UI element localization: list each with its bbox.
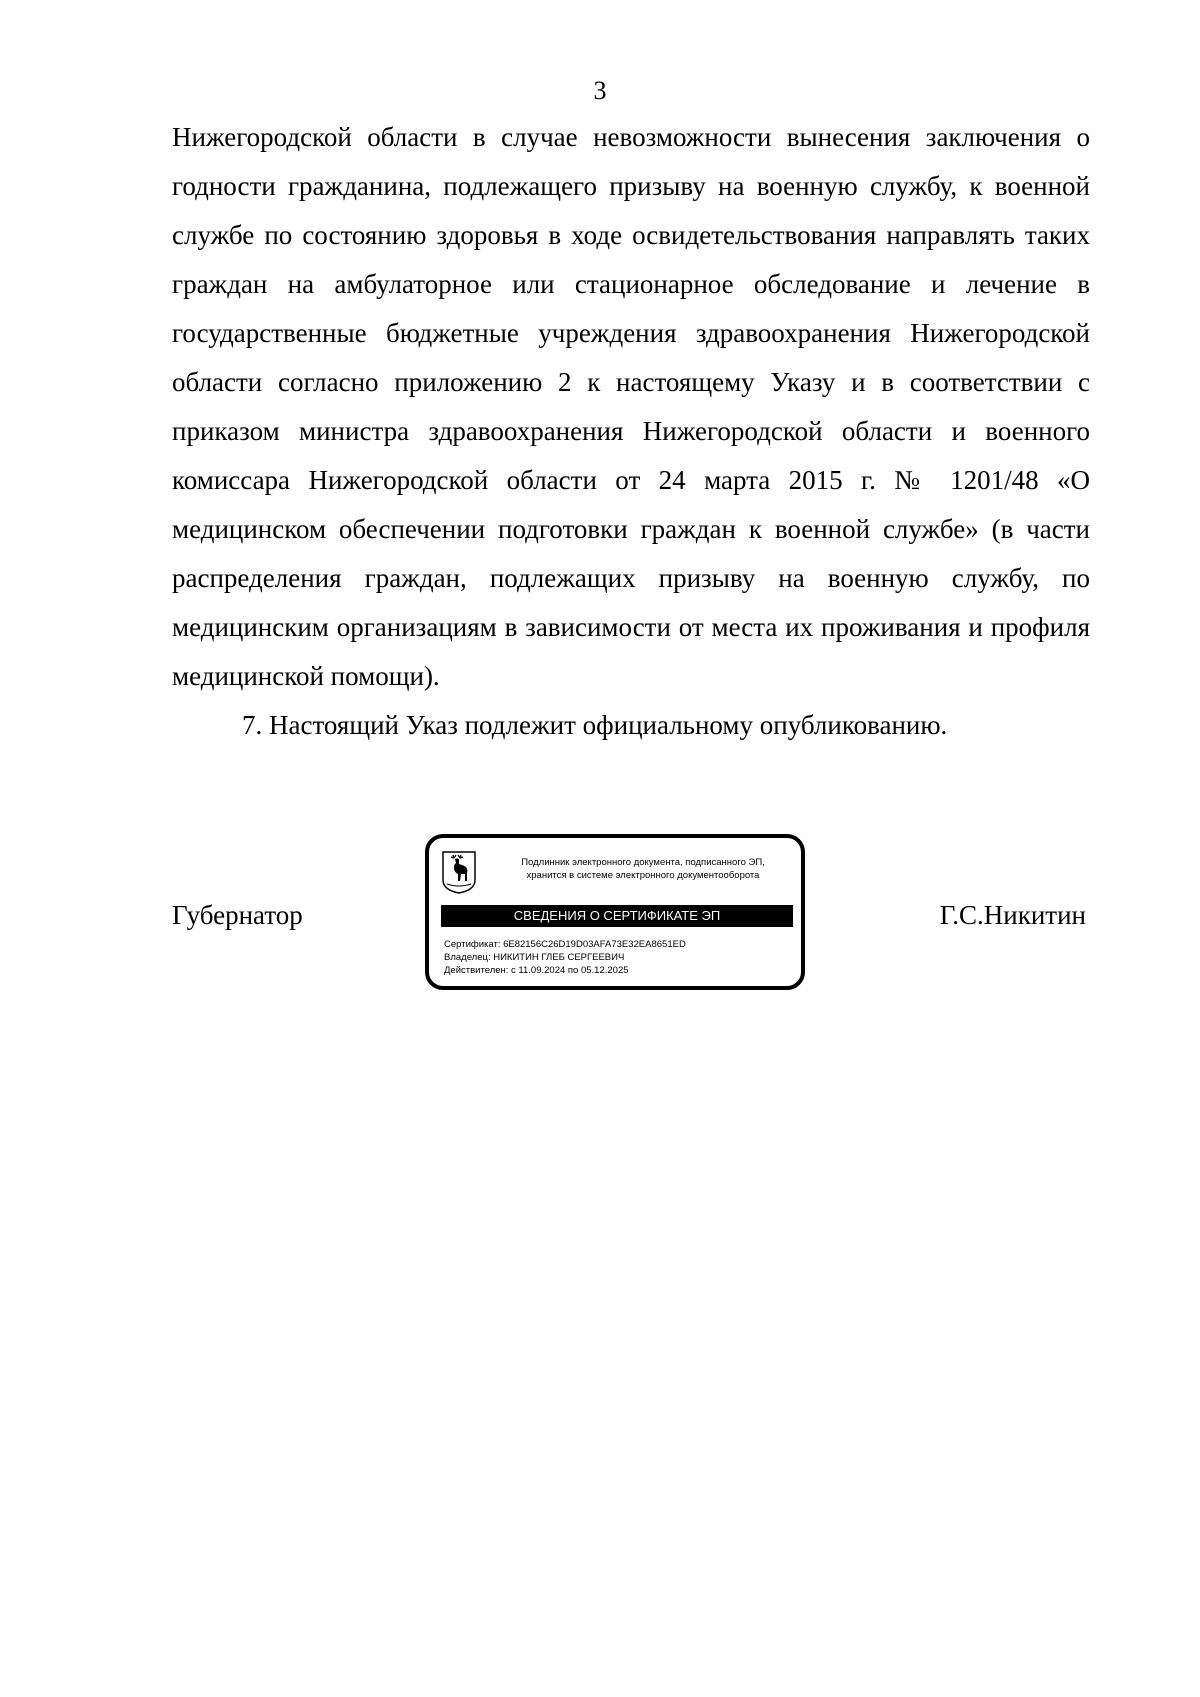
signatory-position: Губернатор: [172, 900, 303, 930]
document-body: [172, 113, 1090, 750]
signatory-name: Г.С.Никитин: [939, 900, 1086, 930]
stamp-certificate: Сертификат: 6E82156C26D19D03AFA73E32EA8651ED: [444, 939, 686, 950]
deer-emblem-icon: [441, 850, 477, 894]
signature-block: [172, 834, 1090, 994]
stamp-owner: Владелец: НИКИТИН ГЛЕБ СЕРГЕЕВИЧ: [444, 952, 625, 963]
stamp-validity: Действителен: с 11.09.2024 по 05.12.2025: [444, 965, 629, 976]
stamp-header: СВЕДЕНИЯ О СЕРТИФИКАТЕ ЭП: [441, 905, 793, 927]
paragraph-item-7: 7. Настоящий Указ подлежит официальному опубликованию.: [242, 710, 948, 740]
page-number: 3: [593, 76, 607, 105]
stamp-original-note: Подлинник электронного документа, подписанного ЭП, хранится в системе электронного документооборота: [521, 857, 765, 881]
paragraph-continuation: Нижегородской области в случае невозможности вынесения заключения о годности гражданина, подлежащего призыву на военную службу, к военной службе по состоянию здоровья в ходе освидетельствования направлять таких граждан на амбулаторное или стационарное обследование и лечение в государственные бюджетные учреждения здравоохранения Нижегородской области согласно приложению 2 к настоящему Указу и в соответствии с приказом министра здравоохранения Нижегородской области и военного комиссара Нижегородской области от 24 марта 2015 г. № 1201/48 «О медицинском обеспечении подготовки граждан к военной службе» (в части распределения граждан, подлежащих призыву на военную службу, по медицинским организациям в зависимости от места их проживания и профиля медицинской помощи).: [172, 122, 1090, 691]
electronic-signature-stamp: [425, 834, 805, 990]
stamp-certificate-details: [444, 938, 686, 977]
